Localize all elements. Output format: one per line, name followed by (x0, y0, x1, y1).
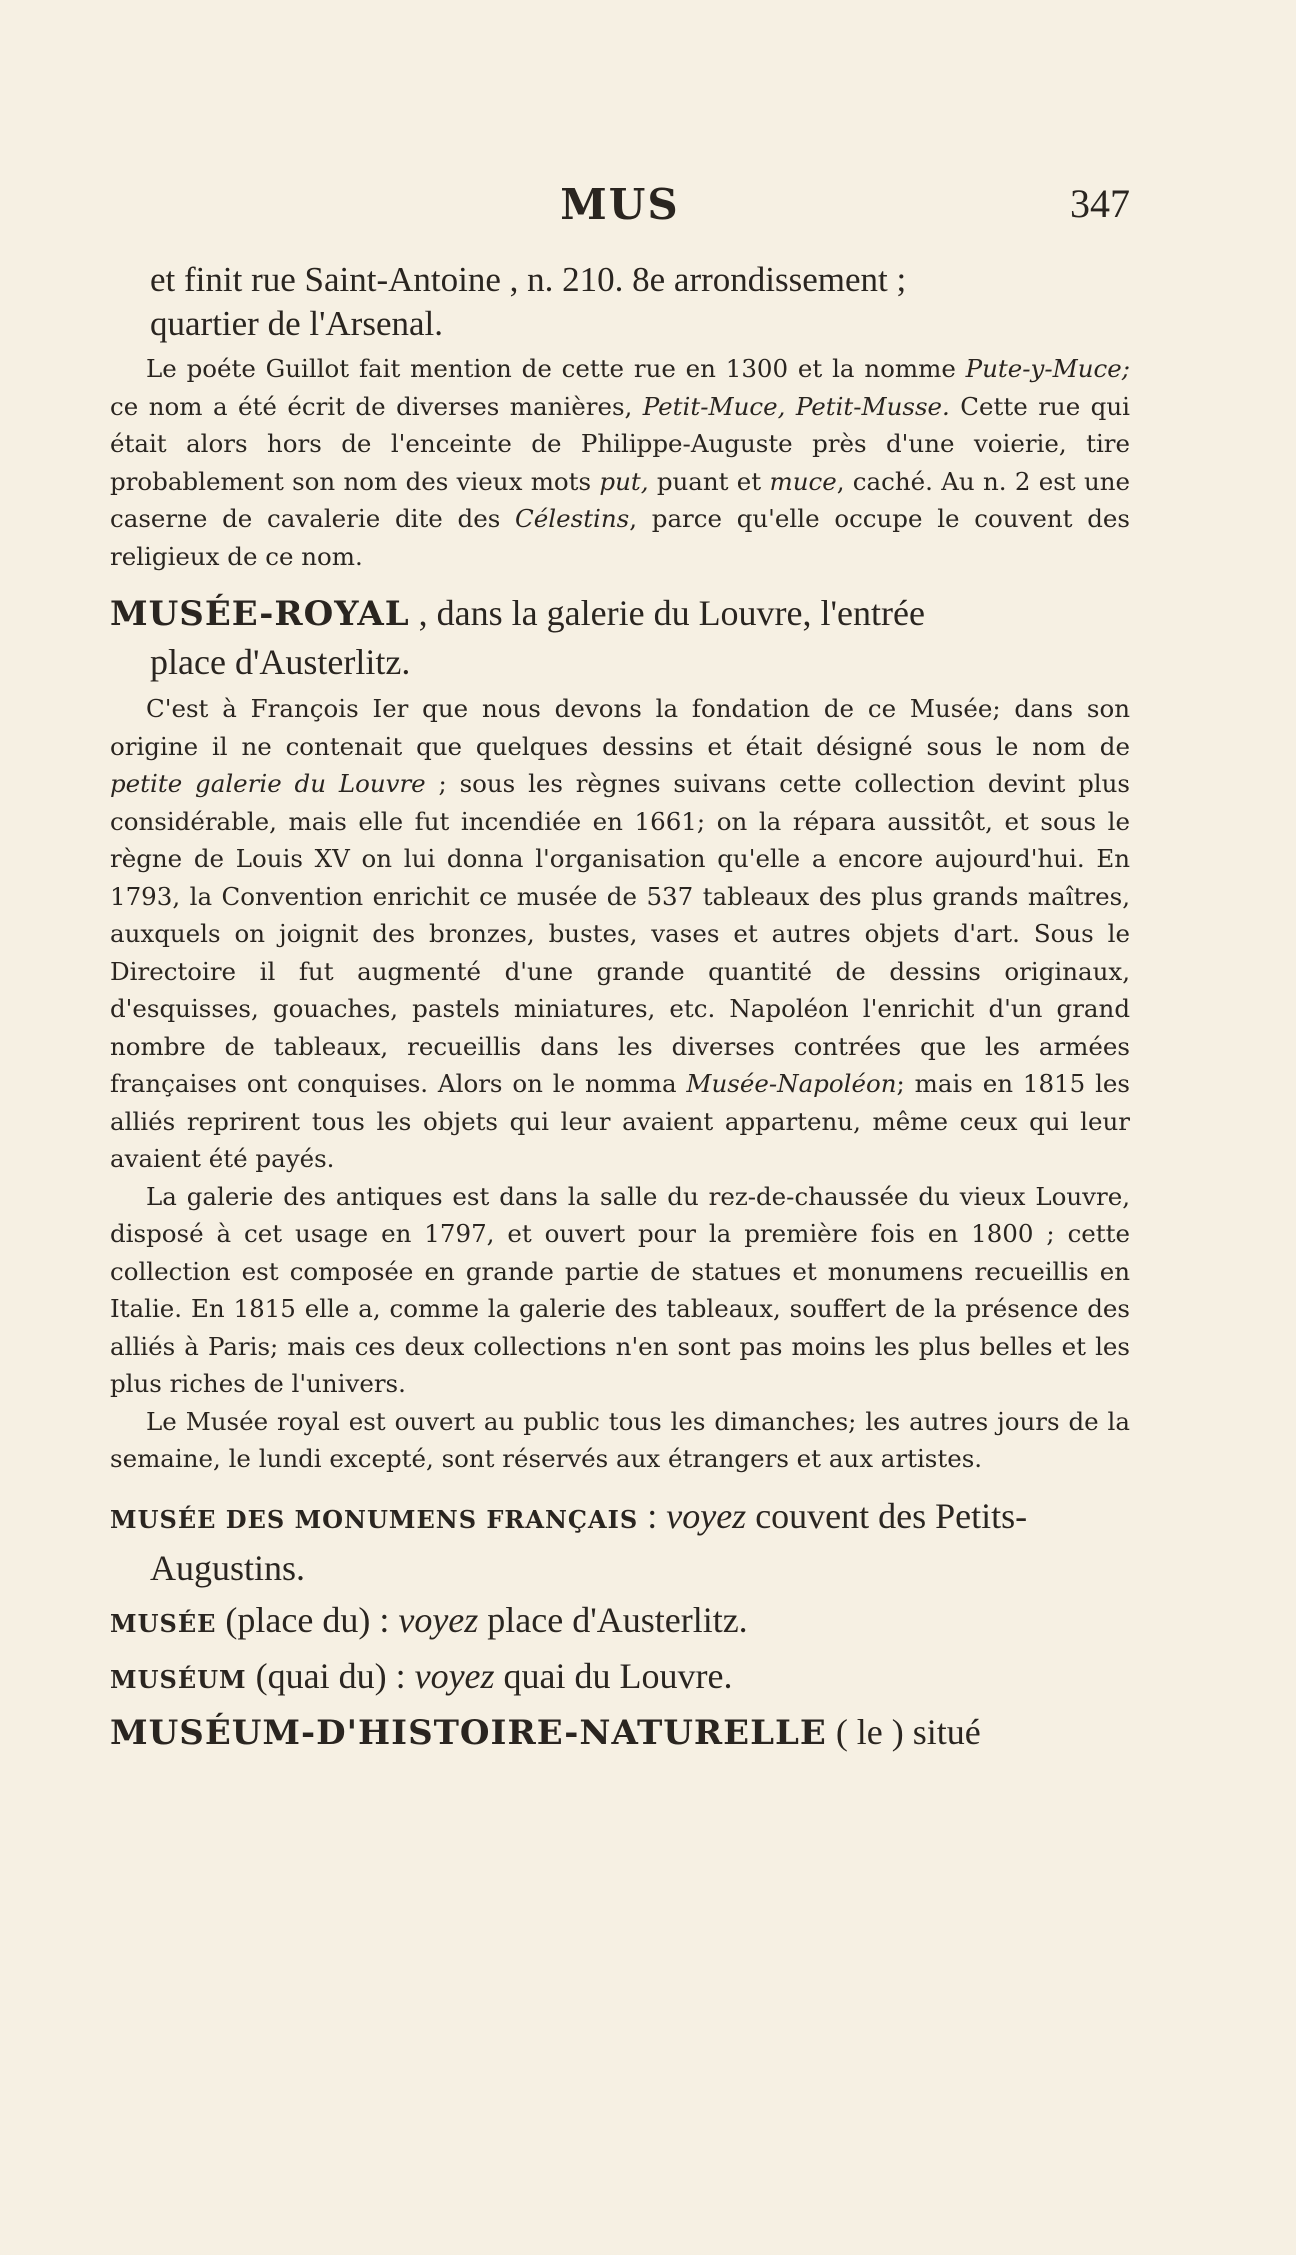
text-run: ; mais en 1815 les alliés reprirent tous les objets qui leur avaient appartenu, même ceux qui leur avaient été payés. (110, 1069, 1130, 1173)
entry-continuation-line2: quartier de l'Arsenal. (150, 304, 443, 343)
running-head: MUS (560, 180, 680, 229)
entry-qualifier: ( le ) situé (826, 1711, 981, 1752)
text-run: C'est à François Ier que nous devons la fondation de ce Musée; dans son origine il ne contenait que quelques dessins et était désigné sous le nom de (110, 694, 1130, 761)
italic-run: put, (599, 466, 649, 496)
page-body (110, 258, 1130, 1757)
voyez-ref: voyez (398, 1599, 479, 1640)
musee-royal-paragraph-2: La galerie des antiques est dans la salle du rez-de-chaussée du vieux Louvre, disposé à cet usage en 1797, et ouvert pour la première fois en 1800 ; cette collection est composée en grande partie de statues et monumens recueillis en Italie. En 1815 elle a, comme la galerie des tableaux, souffert de la présence des alliés à Paris; mais ces deux collections n'en sont pas moins les plus belles et les plus riches de l'univers. (110, 1181, 1130, 1398)
entry-location-cont: place d'Austerlitz. (150, 642, 411, 682)
page-header (110, 180, 1130, 240)
headword-musee-monumens: MUSÉE DES MONUMENS FRANÇAIS (110, 1504, 639, 1534)
separator: : (638, 1495, 667, 1536)
entry-location: , dans la galerie du Louvre, l'entrée (409, 593, 925, 633)
entry-qualifier: (place du) : (216, 1599, 399, 1640)
cross-ref-target: quai du Louvre. (494, 1655, 733, 1696)
cross-ref-target-cont: Augustins. (150, 1547, 306, 1588)
headword-museum: MUSÉUM (110, 1664, 247, 1694)
headword-museum-histoire: MUSÉUM-D'HISTOIRE-NATURELLE (110, 1712, 827, 1753)
text-run: Cette rue qui était alors hors de l'enceinte de Philippe-Auguste près d'une voierie, tire probablement son nom des vieux mots (110, 391, 1130, 496)
mousse-history-paragraph (110, 350, 1130, 575)
italic-run: muce (769, 466, 837, 496)
text-run: Le poéte Guillot fait mention de cette rue en 1300 et la nomme (146, 354, 966, 383)
headword-musee-royal: MUSÉE-ROYAL (110, 594, 410, 634)
text-run: puant et (648, 466, 770, 496)
cross-ref-target: couvent des Petits- (746, 1495, 1028, 1536)
page-number: 347 (1070, 181, 1130, 226)
entry-continuation-line1: et finit rue Saint-Antoine , n. 210. 8e arrondissement ; (150, 260, 907, 299)
voyez-ref: voyez (666, 1495, 747, 1536)
entry-continuation (110, 258, 1130, 346)
text-run: ; sous les règnes suivans cette collection devint plus considérable, mais elle fut incendiée en 1661; on la répara aussitôt, et sous le règne de Louis XV on lui donna l'organisation qu'elle a encore aujourd'hui. En 1793, la Convention enrichit ce musée de 537 tableaux des plus grands maîtres, auxquels on joignit des bronzes, bustes, vases et autres objets d'art. Sous le Directoire il fut augmenté d'une grande quantité de dessins originaux, d'esquisses, gouaches, pastels miniatures, etc. Napoléon l'enrichit d'un grand nombre de tableaux, recueillis dans les diverses contrées que les armées françaises ont conquises. Alors on le nomma (110, 769, 1130, 1098)
text-run: ce nom a été écrit de diverses manières, (110, 391, 643, 421)
text-run: , caché. Au n. 2 est une caserne de cavalerie dite des (110, 466, 1131, 533)
voyez-ref: voyez (414, 1655, 495, 1696)
musee-royal-paragraph-1 (110, 690, 1130, 1178)
entry-museum-quai (110, 1652, 1130, 1704)
text-run: , parce qu'elle occupe le couvent des religieux de ce nom. (110, 504, 1130, 571)
entry-qualifier: (quai du) : (246, 1655, 415, 1696)
entry-musee-place (110, 1596, 1130, 1648)
italic-run: Petit-Muce, Petit-Musse. (642, 391, 950, 421)
entry-musee-royal (110, 589, 1130, 686)
italic-run: Célestins (515, 504, 630, 533)
entry-musee-monumens (110, 1492, 1130, 1592)
italic-run: Pute-y-Muce; (965, 354, 1130, 383)
italic-run: Musée-Napoléon (686, 1069, 897, 1098)
italic-run: petite galerie du Louvre (110, 769, 426, 798)
entry-museum-histoire (110, 1708, 1130, 1757)
cross-ref-target: place d'Austerlitz. (478, 1599, 748, 1640)
headword-musee: MUSÉE (110, 1608, 217, 1638)
musee-royal-paragraph-3: Le Musée royal est ouvert au public tous les dimanches; les autres jours de la semaine, le lundi excepté, sont réservés aux étrangers et aux artistes. (110, 1406, 1130, 1473)
